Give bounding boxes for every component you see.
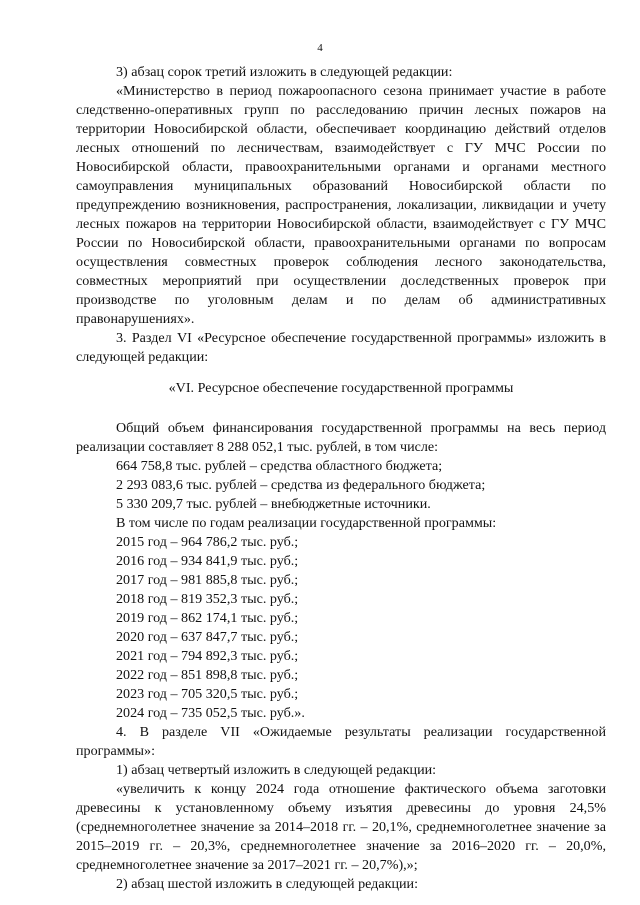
by-years-intro: В том числе по годам реализации государственной программы:	[116, 515, 497, 531]
page-number: 4	[317, 42, 323, 54]
paragraph-item-2: 2) абзац шестой изложить в следующей редакции:	[116, 876, 418, 892]
document-body	[76, 63, 606, 894]
federal-budget-line: 2 293 083,6 тыс. рублей – средства из федерального бюджета;	[116, 477, 486, 493]
regional-budget-line: 664 758,8 тыс. рублей – средства областного бюджета;	[116, 458, 443, 474]
quoted-results-paragraph: «увеличить к концу 2024 года отношение фактического объема заготовки древесины к установленному объему изъятия древесины до уровня 24,5% (среднемноголетнее значение за 2014–2018 гг. – 20,1%, среднемноголетнее значение за 2015–2019 гг. – 20,3%, среднемноголетнее значение за 2016–2020 гг. – 20,0%, среднемноголетнее значение за 2017–2021 гг. – 20,7%),»;	[76, 781, 606, 873]
year-line: 2020 год – 637 847,7 тыс. руб.;	[116, 629, 299, 645]
year-line: 2023 год – 705 320,5 тыс. руб.;	[116, 686, 299, 702]
extrabudgetary-line: 5 330 209,7 тыс. рублей – внебюджетные источники.	[116, 496, 431, 512]
quoted-paragraph: «Министерство в период пожароопасного сезона принимает участие в работе следственно-оперативных групп по расследованию причин лесных пожаров на территории Новосибирской области, обеспечивает координацию действий отделов лесных отношений по лесничествам, взаимодействует с ГУ МЧС России по Новосибирской области, правоохранительными органами и органами местного самоуправления муниципальных образований Новосибирской области по предупреждению возникновения, распространения, локализации, ликвидации и учету лесных пожаров на территории Новосибирской области, взаимодействует с ГУ МЧС России по Новосибирской области, правоохранительными органами по вопросам осуществления совместных проверок соблюдения лесного законодательства, совместных мероприятий при осуществлении доследственных проверок при производстве по уголовным делам и по делам об административных правонарушениях».	[76, 83, 606, 327]
section-vii-paragraph: 4. В разделе VII «Ожидаемые результаты реализации государственной программы»:	[76, 724, 606, 759]
year-line: 2016 год – 934 841,9 тыс. руб.;	[116, 553, 299, 569]
section-vi-paragraph: 3. Раздел VI «Ресурсное обеспечение государственной программы» изложить в следующей редакции:	[76, 330, 606, 365]
year-line: 2022 год – 851 898,8 тыс. руб.;	[116, 667, 299, 683]
paragraph-item-1: 1) абзац четвертый изложить в следующей редакции:	[116, 762, 437, 778]
year-line: 2018 год – 819 352,3 тыс. руб.;	[116, 591, 299, 607]
paragraph-item-3: 3) абзац сорок третий изложить в следующей редакции:	[116, 64, 453, 80]
year-line: 2015 год – 964 786,2 тыс. руб.;	[116, 534, 299, 550]
year-line: 2017 год – 981 885,8 тыс. руб.;	[116, 572, 299, 588]
section-heading: «VI. Ресурсное обеспечение государственной программы	[168, 380, 514, 396]
year-line: 2024 год – 735 052,5 тыс. руб.».	[116, 705, 305, 721]
year-line: 2021 год – 794 892,3 тыс. руб.;	[116, 648, 299, 664]
year-line: 2019 год – 862 174,1 тыс. руб.;	[116, 610, 299, 626]
total-financing-paragraph: Общий объем финансирования государственной программы на весь период реализации составляет 8 288 052,1 тыс. рублей, в том числе:	[76, 420, 606, 455]
